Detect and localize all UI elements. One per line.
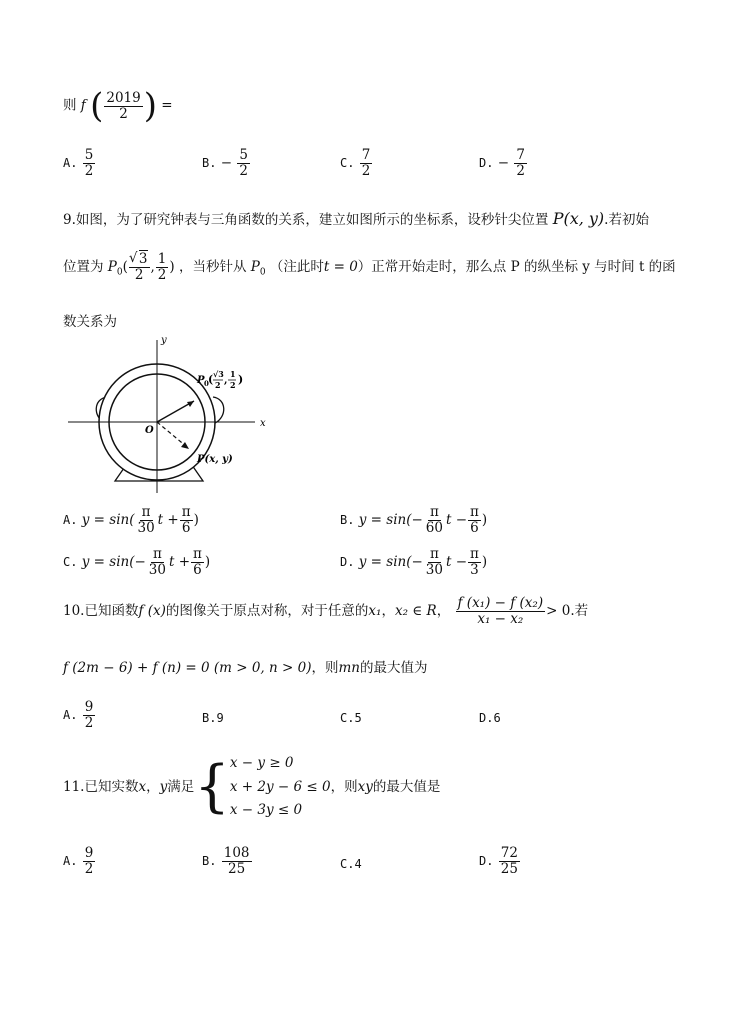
p0-label: P (197, 375, 205, 386)
q10-fraction: $\frac{\text{f (x₁) − f (x₂)}}{\text{x₁ − x₂}}$ (457, 595, 544, 627)
prev-tail: = (161, 97, 173, 114)
q11-option-b: B. $\frac{108}{25}$ (202, 845, 250, 877)
svg-text:(: ( (208, 373, 214, 386)
q11-option-d: D. $\frac{72}{25}$ (479, 845, 518, 877)
q10-option-c: C.5 (340, 711, 362, 725)
q11-line: 11.已知实数x，y满足{ x − y ≥ 0 x + 2y − 6 ≤ 0 x − 3y ≤ 0 ，则xy的最大值是 (63, 752, 440, 823)
q10-option-b: B.9 (202, 711, 224, 725)
inequality-system: x − y ≥ 0 x + 2y − 6 ≤ 0 x − 3y ≤ 0 (229, 755, 331, 819)
q9-option-b: B. y = sin(− $\frac{\pi}{60}$ t − $\frac{\pi}{6}$ ) (340, 504, 488, 536)
svg-text:0: 0 (204, 379, 209, 388)
prev-lead: 则 (63, 97, 77, 114)
left-paren: ( (90, 86, 104, 126)
q9-option-d: D. y = sin(− $\frac{\pi}{30}$ t − $\frac{\pi}{3}$ ) (340, 546, 488, 578)
q9-option-a: A. y = sin( $\frac{\pi}{30}$ t + $\frac{\pi}{6}$ ) (63, 504, 199, 536)
prev-question-line (63, 86, 173, 126)
svg-text:,: , (224, 375, 228, 386)
svg-text:√3: √3 (213, 369, 224, 379)
svg-text:2: 2 (215, 380, 221, 390)
q11-option-c: C.4 (340, 857, 362, 871)
prev-option-c: C. $\frac{7}{2}$ (340, 147, 371, 179)
clock-figure (63, 335, 273, 495)
p-label: P(x, y) (197, 454, 233, 465)
q9-line3: 数关系为 (63, 314, 117, 330)
q9-line2: 位置为 $P_0$( √ $\frac{3}{2}$ , $\frac{1}{2}$ ) ，当秒针从 $P_0$ （注此时t = 0）正常开始走时，那么点 P 的纵坐标 y 与时间 t 的函 (63, 252, 676, 283)
svg-text:): ) (238, 373, 244, 386)
clock-diagram (63, 335, 273, 495)
q10-line2: f (2m − 6) + f (n) = 0 (m > 0, n > 0)，则mn的最大值为 (63, 660, 428, 676)
origin-label: O (145, 425, 154, 436)
prev-arg-fraction: $\frac{2019}{2}$ (106, 89, 141, 122)
right-paren: ) (143, 86, 157, 126)
axis-x-label: x (260, 418, 266, 429)
q9-option-c: C. y = sin(− $\frac{\pi}{30}$ t + $\frac{\pi}{6}$ ) (63, 546, 211, 578)
axis-y-label: y (161, 335, 167, 346)
svg-text:1: 1 (230, 369, 236, 379)
q11-option-a: A. $\frac{9}{2}$ (63, 845, 94, 877)
q10-option-d: D.6 (479, 711, 501, 725)
q10-option-a: A. $\frac{9}{2}$ (63, 699, 94, 731)
prev-option-b: B. − $\frac{5}{2}$ (202, 147, 248, 179)
q10-line1: 10.已知函数f (x)的图像关于原点对称，对于任意的x₁，x₂ ∈ R， $\frac{\text{f (x₁) − f (x₂)}}{\text{x₁ − x₂}}$ > 0.若 (63, 595, 589, 627)
system-brace: { (194, 754, 230, 820)
q9-line1: 9.如图，为了研究钟表与三角函数的关系，建立如图所示的坐标系，设秒针尖位置 P(x, y).若初始 (63, 209, 649, 228)
prev-func: f (80, 97, 86, 114)
prev-option-d: D. − $\frac{7}{2}$ (479, 147, 525, 179)
svg-text:2: 2 (230, 380, 236, 390)
prev-option-a: A. $\frac{5}{2}$ (63, 147, 94, 179)
